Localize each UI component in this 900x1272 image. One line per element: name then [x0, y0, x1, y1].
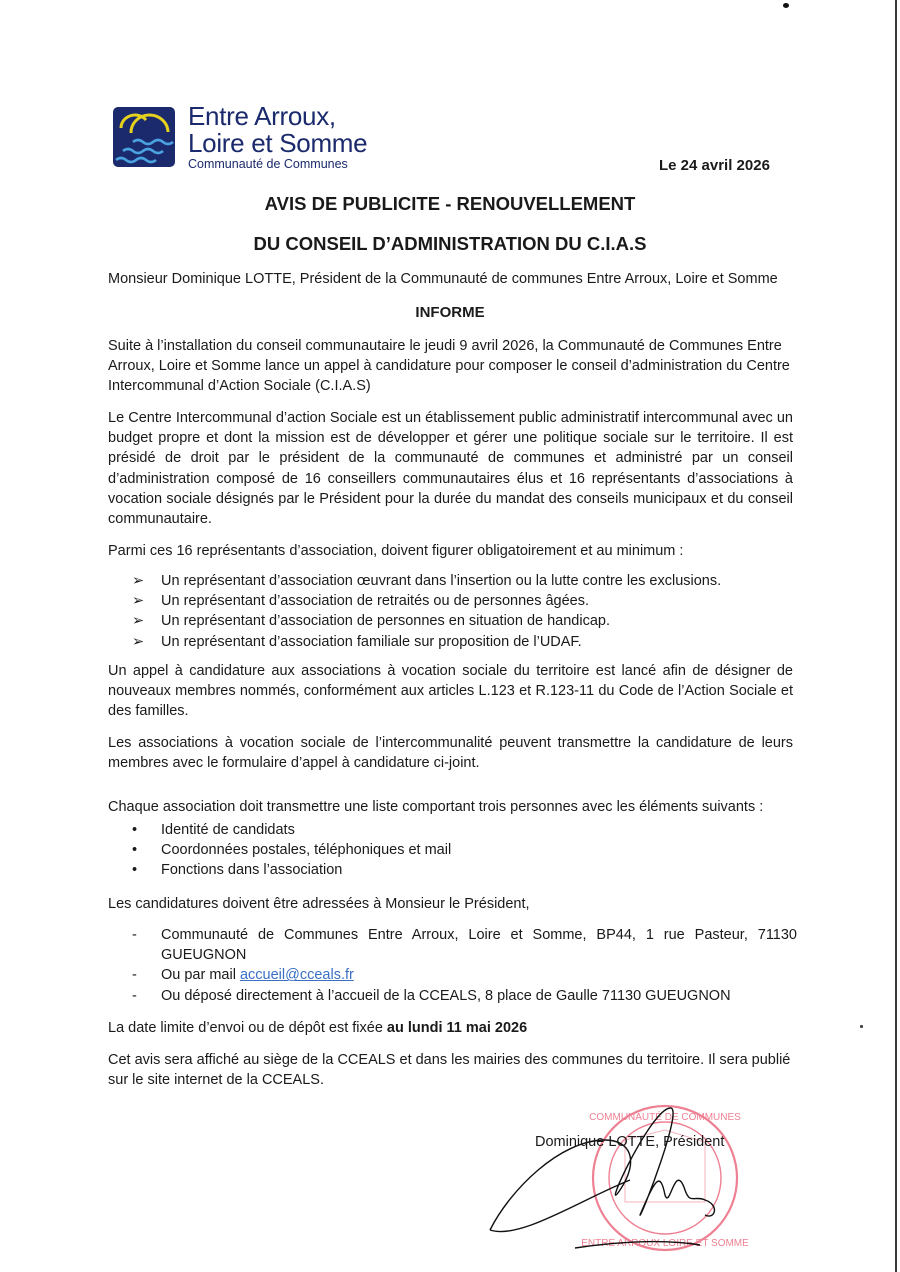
- org-subtitle: Communauté de Communes: [188, 157, 348, 171]
- svg-text:ENTRE ARROUX LOIRE ET SOMME: ENTRE ARROUX LOIRE ET SOMME: [581, 1238, 749, 1249]
- list-item: - Ou déposé directement à l’accueil de la CCEALS, 8 place de Gaulle 71130 GUEUGNON: [132, 986, 797, 1006]
- paragraph-7: Les candidatures doivent être adressées à Monsieur le Président,: [108, 896, 530, 912]
- list-item: ➢ Un représentant d’association de retraités ou de personnes âgées.: [132, 591, 797, 611]
- address-list: [132, 925, 797, 1006]
- signature-stamp-icon: [480, 1100, 780, 1270]
- paragraph-1: Suite à l’installation du conseil communautaire le jeudi 9 avril 2026, la Communauté de Communes Entre Arroux, Loire et Somme lance un appel à candidature pour composer le conseil d’administration du Centre Intercommunal d’Action Sociale (C.I.A.S): [108, 338, 790, 395]
- signatory-name: Dominique LOTTE, Président: [535, 1134, 725, 1150]
- dash-bullet-icon: -: [132, 967, 137, 984]
- dash-bullet-icon: -: [132, 927, 137, 943]
- list-item: ➢ Un représentant d’association œuvrant dans l’insertion ou la lutte contre les exclusions.: [132, 571, 797, 591]
- list-item: - Communauté de Communes Entre Arroux, Loire et Somme, BP44, 1 rue Pasteur, 71130 GUEUGNON: [132, 927, 797, 964]
- informe-heading: INFORME: [415, 304, 485, 321]
- document-date: Le 24 avril 2026: [659, 157, 770, 174]
- org-name-line2: Loire et Somme: [188, 128, 368, 158]
- org-logo-text: [188, 103, 367, 171]
- dot-bullet-icon: •: [132, 842, 138, 859]
- intro-line: Monsieur Dominique LOTTE, Président de la Communauté de communes Entre Arroux, Loire et Somme: [108, 271, 778, 287]
- paragraph-4: Un appel à candidature aux associations à vocation sociale du territoire est lancé afin de désigner de nouveaux membres nommés, conformément aux articles L.123 et R.123-11 du Code de l’Action Sociale et des familles.: [108, 663, 793, 720]
- list-item: • Fonctions dans l’association: [132, 860, 797, 880]
- paragraph-6: Chaque association doit transmettre une liste comportant trois personnes avec les éléments suivants :: [108, 799, 764, 815]
- arrow-bullet-icon: ➢: [132, 613, 145, 630]
- list-item: - Ou par mail accueil@cceals.fr: [132, 965, 797, 985]
- scan-edge: [895, 0, 897, 1272]
- paragraph-2: Le Centre Intercommunal d’action Sociale est un établissement public administratif intercommunal avec un budget propre et dont la mission est de développer et gérer une politique sociale sur le territoire. Il est présidé de droit par le président de la communauté de communes et administré par un conseil d’administration composé de 16 conseillers communautaires élus et 16 représentants d’associations à vocation sociale désignés par le Président pour la durée du mandat des conseils municipaux et du conseil communautaire.: [108, 410, 793, 528]
- list-item: • Coordonnées postales, téléphoniques et mail: [132, 840, 797, 860]
- elements-list: [132, 820, 797, 881]
- paragraph-3: Parmi ces 16 représentants d’association, doivent figurer obligatoirement et au minimum :: [108, 543, 684, 559]
- arrow-bullet-icon: ➢: [132, 633, 145, 650]
- dash-bullet-icon: -: [132, 987, 137, 1004]
- list-item: ➢ Un représentant d’association familiale sur proposition de l’UDAF.: [132, 632, 797, 652]
- dot-bullet-icon: •: [132, 862, 138, 879]
- sun-over-waves-logo-icon: [113, 107, 175, 167]
- org-name-line1: Entre Arroux,: [188, 101, 336, 131]
- scan-speck: [860, 1025, 863, 1028]
- svg-text:COMMUNAUTÉ DE COMMUNES: COMMUNAUTÉ DE COMMUNES: [589, 1112, 741, 1123]
- scan-speck: [783, 3, 789, 8]
- title-line2: DU CONSEIL D’ADMINISTRATION DU C.I.A.S: [253, 233, 647, 254]
- list-item: ➢ Un représentant d’association de personnes en situation de handicap.: [132, 611, 797, 631]
- arrow-bullet-icon: ➢: [132, 573, 145, 589]
- email-link[interactable]: accueil@cceals.fr: [239, 967, 354, 984]
- representatives-list: [132, 571, 797, 652]
- paragraph-5: Les associations à vocation sociale de l’intercommunalité peuvent transmettre la candidature de leurs membres avec le formulaire d’appel à candidature ci-joint.: [108, 735, 793, 772]
- paragraph-9: Cet avis sera affiché au siège de la CCEALS et dans les mairies des communes du territoire. Il sera publié sur le site internet de la CCEALS.: [108, 1052, 791, 1089]
- dot-bullet-icon: •: [132, 822, 138, 838]
- deadline-date: au lundi 11 mai 2026: [386, 1020, 528, 1036]
- list-item: • Identité de candidats: [132, 820, 797, 840]
- arrow-bullet-icon: ➢: [132, 593, 145, 610]
- title-line1: AVIS DE PUBLICITE - RENOUVELLEMENT: [264, 193, 636, 214]
- deadline-paragraph: La date limite d’envoi ou de dépôt est fixée au lundi 11 mai 2026: [108, 1020, 528, 1036]
